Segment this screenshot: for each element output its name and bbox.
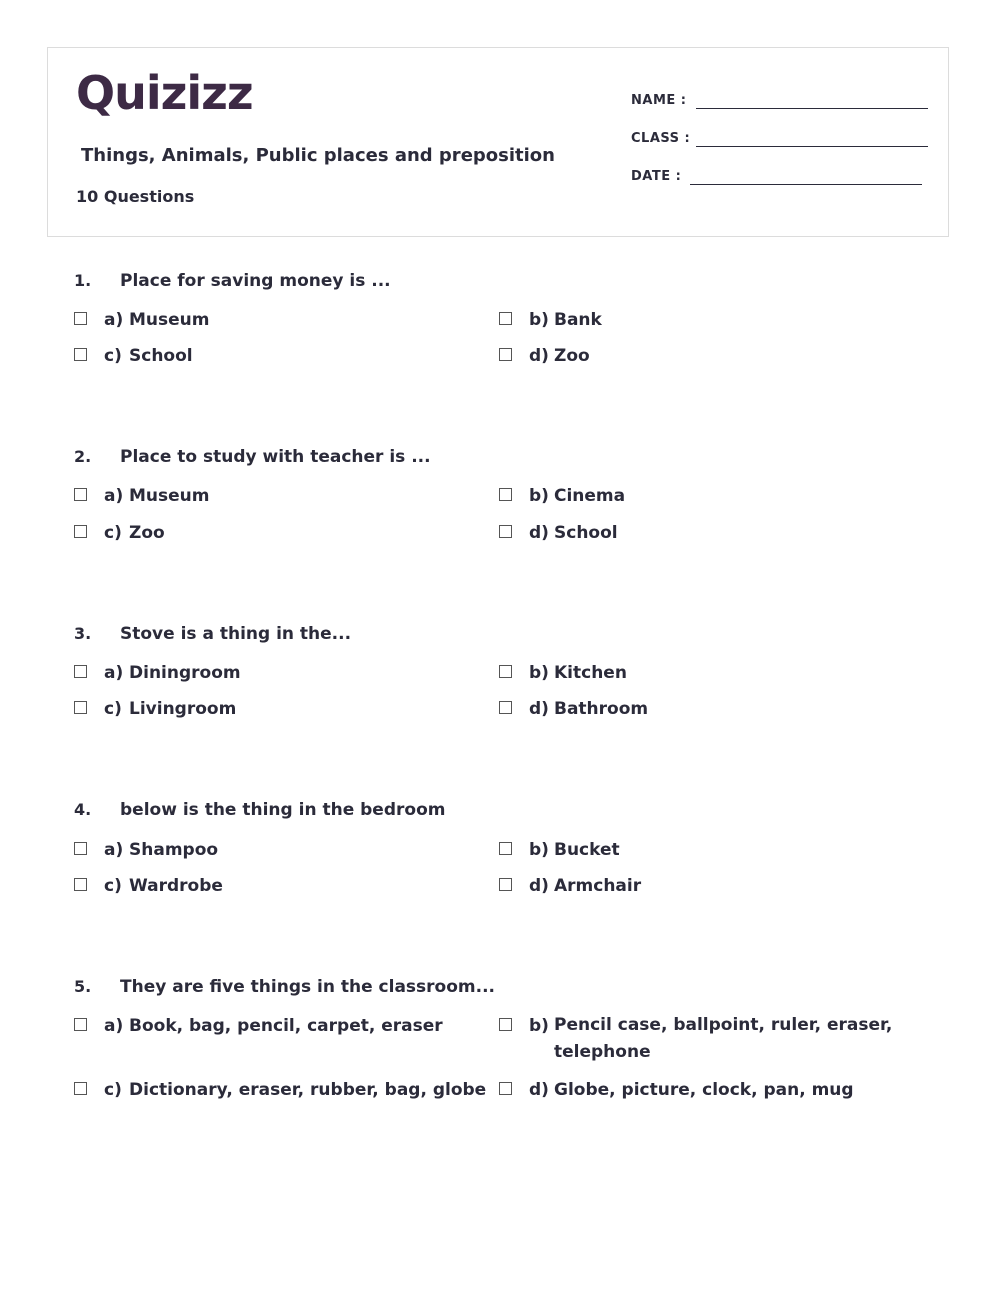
checkbox[interactable]: [74, 701, 87, 714]
question-text: Place for saving money is ...: [120, 271, 391, 291]
question-5: [74, 977, 934, 1117]
name-field[interactable]: [696, 108, 928, 109]
checkbox[interactable]: [74, 878, 87, 891]
option-text: Livingroom: [129, 699, 237, 719]
option-letter: b): [529, 663, 549, 683]
question-text: Stove is a thing in the...: [120, 624, 352, 644]
question-number: 3.: [74, 624, 92, 643]
checkbox[interactable]: [74, 525, 87, 538]
option-letter: c): [104, 699, 122, 719]
option-letter: a): [104, 840, 124, 860]
option-letter: c): [104, 876, 122, 896]
date-label: DATE :: [631, 169, 682, 184]
option-text: Zoo: [129, 523, 165, 543]
option-letter: d): [529, 876, 549, 896]
option-text: Wardrobe: [129, 876, 223, 896]
name-label: NAME :: [631, 93, 687, 108]
checkbox[interactable]: [499, 878, 512, 891]
option-text: Museum: [129, 486, 210, 506]
checkbox[interactable]: [74, 842, 87, 855]
question-1: [74, 271, 934, 371]
option-text: Pencil case, ballpoint, ruler, eraser, telephone: [554, 1015, 893, 1062]
option-letter: d): [529, 699, 549, 719]
question-number: 2.: [74, 447, 92, 466]
option-text: Cinema: [554, 486, 626, 506]
option-text: Diningroom: [129, 663, 241, 683]
checkbox[interactable]: [499, 525, 512, 538]
header-card: [47, 47, 949, 237]
option-letter: b): [529, 1016, 549, 1036]
option-text: Zoo: [554, 346, 590, 366]
question-text: They are five things in the classroom...: [120, 977, 495, 997]
checkbox[interactable]: [499, 665, 512, 678]
question-number: 4.: [74, 800, 92, 819]
option-letter: a): [104, 486, 124, 506]
option-text: School: [129, 346, 193, 366]
option-letter: a): [104, 663, 124, 683]
checkbox[interactable]: [74, 488, 87, 501]
option-text: Globe, picture, clock, pan, mug: [554, 1080, 854, 1100]
checkbox[interactable]: [499, 1082, 512, 1095]
date-field[interactable]: [690, 184, 922, 185]
checkbox[interactable]: [74, 665, 87, 678]
option-letter: b): [529, 310, 549, 330]
option-letter: c): [104, 523, 122, 543]
checkbox[interactable]: [499, 312, 512, 325]
option-letter: a): [104, 310, 124, 330]
option-letter: b): [529, 840, 549, 860]
question-4: [74, 800, 934, 900]
option-text: Bathroom: [554, 699, 649, 719]
quizizz-logo: Quizizz: [76, 66, 253, 120]
option-text: Kitchen: [554, 663, 627, 683]
option-text: Armchair: [554, 876, 642, 896]
option-letter: a): [104, 1016, 124, 1036]
checkbox[interactable]: [74, 1018, 87, 1031]
option-text: Dictionary, eraser, rubber, bag, globe: [129, 1080, 487, 1100]
checkbox[interactable]: [499, 1018, 512, 1031]
class-label: CLASS :: [631, 131, 691, 146]
checkbox[interactable]: [499, 842, 512, 855]
option-letter: b): [529, 486, 549, 506]
question-3: [74, 624, 934, 724]
checkbox[interactable]: [74, 348, 87, 361]
option-letter: d): [529, 1080, 549, 1100]
question-text: Place to study with teacher is ...: [120, 447, 431, 467]
option-text: Book, bag, pencil, carpet, eraser: [129, 1016, 443, 1036]
quiz-title: Things, Animals, Public places and preposition: [81, 145, 555, 166]
option-letter: d): [529, 346, 549, 366]
checkbox[interactable]: [499, 348, 512, 361]
question-count: 10 Questions: [76, 187, 195, 206]
checkbox[interactable]: [74, 312, 87, 325]
option-letter: c): [104, 346, 122, 366]
option-letter: c): [104, 1080, 122, 1100]
option-letter: d): [529, 523, 549, 543]
checkbox[interactable]: [74, 1082, 87, 1095]
option-text: School: [554, 523, 618, 543]
class-field[interactable]: [696, 146, 928, 147]
question-2: [74, 447, 934, 547]
option-text: Shampoo: [129, 840, 219, 860]
option-text: Bank: [554, 310, 602, 330]
option-text: Museum: [129, 310, 210, 330]
option-text: Bucket: [554, 840, 620, 860]
question-number: 5.: [74, 977, 92, 996]
checkbox[interactable]: [499, 488, 512, 501]
question-text: below is the thing in the bedroom: [120, 800, 446, 820]
question-number: 1.: [74, 271, 92, 290]
checkbox[interactable]: [499, 701, 512, 714]
